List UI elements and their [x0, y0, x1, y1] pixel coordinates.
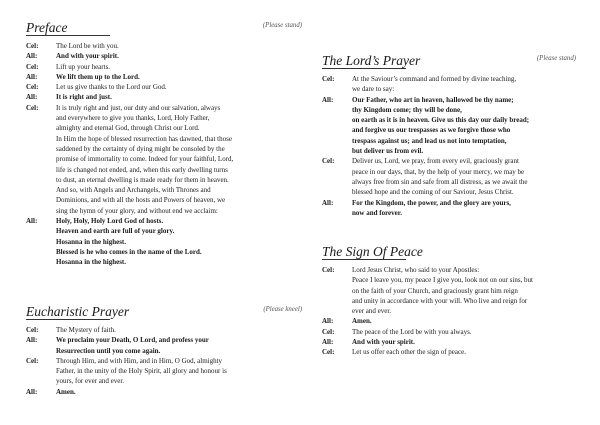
speaker-role: All:: [26, 72, 38, 81]
liturgy-line: [26, 216, 304, 226]
text-lines: [322, 74, 578, 218]
liturgy-line: [322, 177, 578, 187]
text-lines: [26, 41, 304, 268]
title-underline: [26, 35, 110, 36]
liturgy-line: [322, 105, 578, 115]
speaker-role: Cel:: [26, 326, 39, 334]
liturgy-line: [26, 237, 304, 247]
speaker-role: Cel:: [26, 356, 39, 365]
line-text: Amen.: [352, 317, 372, 326]
section-header: [322, 53, 578, 69]
title-underline: [322, 68, 406, 69]
liturgy-line: [322, 84, 578, 94]
line-text: We proclaim your Death, O Lord, and profess your: [56, 336, 209, 345]
speaker-role: Cel:: [26, 103, 39, 112]
liturgy-line: [322, 296, 578, 306]
line-text: Resurrection until you come again.: [56, 346, 161, 355]
posture-instruction: (Please stand): [262, 22, 302, 29]
line-text: and everywhere to give you thanks, Lord, Holy Father,: [56, 114, 210, 123]
speaker-role: All:: [26, 217, 38, 226]
line-text: For the Kingdom, the power, and the glory are yours,: [352, 198, 511, 207]
section-preface: [26, 20, 304, 268]
line-text: And with your spirit.: [56, 52, 119, 61]
speaker-role: Cel:: [322, 266, 335, 274]
liturgy-line: [26, 82, 304, 92]
speaker-role: All:: [26, 336, 38, 345]
line-text: always free from sin and safe from all distress, as we await the: [352, 177, 528, 186]
posture-instruction: (Please stand): [536, 55, 576, 62]
posture-instruction: (Please kneel): [263, 306, 302, 313]
line-text: Lift up your hearts.: [56, 62, 111, 71]
section-header: [26, 20, 304, 36]
liturgy-line: [26, 41, 304, 51]
liturgy-line: [322, 327, 578, 337]
liturgy-line: [26, 144, 304, 154]
liturgy-line: [322, 136, 578, 146]
speaker-role: Cel:: [322, 157, 335, 166]
section-eucharistic-prayer: [26, 304, 304, 397]
line-text: The Mystery of faith.: [56, 326, 116, 334]
liturgy-line: [322, 208, 578, 218]
liturgy-line: [26, 335, 304, 345]
line-text: We lift them up to the Lord.: [56, 72, 140, 81]
section-title: The Lord’s Prayer: [322, 53, 421, 68]
liturgy-line: [322, 74, 578, 84]
line-text: on earth as it is in heaven. Give us this day our daily bread;: [352, 116, 530, 125]
speaker-role: Cel:: [322, 75, 335, 83]
liturgy-line: [26, 51, 304, 61]
line-text: Let us give thanks to the Lord our God.: [56, 83, 167, 92]
line-text: promise of immortality to come. Indeed for your faithful, Lord,: [56, 155, 234, 164]
liturgy-line: [26, 62, 304, 72]
line-text: Peace I leave you, my peace I give you, look not on our sins, but: [352, 276, 533, 285]
line-text: Blessed is he who comes in the name of the Lord.: [56, 247, 202, 256]
line-text: Our Father, who art in heaven, hallowed be thy name;: [352, 95, 514, 104]
liturgy-line: [26, 206, 304, 216]
line-text: Heaven and earth are full of your glory.: [56, 227, 175, 236]
line-text: Hosanna in the highest.: [56, 237, 127, 246]
text-lines: [26, 325, 304, 397]
liturgy-line: [26, 226, 304, 236]
line-text: Lord Jesus Christ, who said to your Apostles:: [352, 266, 480, 274]
line-text: but deliver us from evil.: [352, 147, 424, 156]
section-title: Eucharistic Prayer: [26, 304, 130, 319]
line-text: The Lord be with you.: [56, 42, 119, 50]
line-text: Hosanna in the highest.: [56, 258, 127, 267]
speaker-role: All:: [322, 317, 334, 326]
liturgy-line: [26, 92, 304, 102]
liturgy-line: [26, 356, 304, 366]
section-title: The Sign Of Peace: [322, 244, 423, 259]
liturgy-line: [26, 175, 304, 185]
line-text: It is truly right and just, our duty and our salvation, always: [56, 103, 221, 112]
line-text: sing the hymn of your glory, and without end we acclaim:: [56, 206, 218, 215]
speaker-role: Cel:: [26, 62, 39, 71]
line-text: blessed hope and the coming of our Saviour, Jesus Christ.: [352, 188, 514, 197]
liturgy-line: [26, 154, 304, 164]
liturgy-line: [26, 134, 304, 144]
line-text: At the Saviour’s command and formed by divine teaching,: [352, 75, 517, 83]
line-text: we dare to say:: [352, 85, 395, 94]
line-text: Holy, Holy, Holy Lord God of hosts.: [56, 217, 164, 226]
section-header: [322, 244, 578, 260]
liturgy-line: [322, 146, 578, 156]
line-text: Amen.: [56, 387, 76, 396]
speaker-role: Cel:: [322, 348, 335, 357]
line-text: life is changed not ended, and, when this early dwelling turns: [56, 165, 228, 174]
liturgy-line: [322, 275, 578, 285]
title-underline: [26, 319, 110, 320]
section-title: Preface: [26, 20, 68, 35]
section-header: [26, 304, 304, 320]
speaker-role: All:: [322, 95, 334, 104]
line-text: The peace of the Lord be with you always.: [352, 327, 472, 336]
line-text: to dust, an eternal dwelling is made ready for them in heaven.: [56, 175, 229, 184]
liturgy-line: [322, 337, 578, 347]
liturgy-line: [322, 115, 578, 125]
liturgy-line: [26, 113, 304, 123]
liturgy-line: [322, 187, 578, 197]
liturgy-line: [26, 325, 304, 335]
title-underline: [322, 259, 406, 260]
speaker-role: Cel:: [26, 83, 39, 92]
liturgy-line: [322, 125, 578, 135]
liturgy-line: [26, 376, 304, 386]
liturgy-line: [322, 167, 578, 177]
section-lords-prayer: [322, 53, 578, 218]
line-text: And so, with Angels and Archangels, with Thrones and: [56, 186, 211, 195]
line-text: ever and ever.: [352, 307, 392, 316]
speaker-role: All:: [322, 338, 334, 347]
liturgy-line: [322, 95, 578, 105]
line-text: and unity in accordance with your will. Who live and reign for: [352, 296, 528, 305]
liturgy-line: [26, 123, 304, 133]
section-sign-of-peace: [322, 244, 578, 358]
line-text: Deliver us, Lord, we pray, from every evil, graciously grant: [352, 157, 519, 166]
liturgy-line: [322, 286, 578, 296]
liturgy-line: [26, 366, 304, 376]
line-text: almighty and eternal God, through Christ our Lord.: [56, 124, 200, 133]
line-text: Let us offer each other the sign of peace.: [352, 348, 466, 357]
liturgy-line: [26, 185, 304, 195]
liturgy-line: [26, 103, 304, 113]
line-text: thy Kingdom come; thy will be done,: [352, 105, 462, 114]
speaker-role: All:: [26, 387, 38, 396]
speaker-role: Cel:: [322, 327, 335, 336]
liturgy-line: [26, 195, 304, 205]
line-text: yours, for ever and ever.: [56, 377, 125, 386]
speaker-role: Cel:: [26, 42, 39, 50]
line-text: and forgive us our trespasses as we forgive those who: [352, 126, 511, 135]
liturgy-line: [322, 156, 578, 166]
liturgy-line: [26, 346, 304, 356]
liturgy-line: [26, 247, 304, 257]
liturgy-line: [26, 165, 304, 175]
liturgy-line: [322, 265, 578, 275]
line-text: trespass against us; and lead us not into temptation,: [352, 136, 507, 145]
text-lines: [322, 265, 578, 358]
liturgy-line: [26, 387, 304, 397]
line-text: Father, in the unity of the Holy Spirit, all glory and honour is: [56, 367, 227, 376]
line-text: Dominions, and with all the hosts and Powers of heaven, we: [56, 196, 226, 205]
line-text: And with your spirit.: [352, 338, 415, 347]
line-text: saddened by the certainty of dying might be consoled by the: [56, 144, 225, 153]
line-text: In Him the hope of blessed resurrection has dawned, that those: [56, 134, 232, 143]
line-text: peace in our days, that, by the help of your mercy, we may be: [352, 167, 525, 176]
speaker-role: All:: [26, 52, 38, 61]
liturgy-line: [322, 306, 578, 316]
speaker-role: All:: [26, 93, 38, 102]
liturgy-line: [26, 257, 304, 267]
line-text: on the faith of your Church, and graciously grant him reign: [352, 286, 518, 295]
liturgy-line: [322, 198, 578, 208]
line-text: It is right and just.: [56, 93, 112, 102]
line-text: now and forever.: [352, 208, 402, 217]
line-text: Through Him, and with Him, and in Him, O God, almighty: [56, 356, 223, 365]
liturgy-line: [322, 316, 578, 326]
liturgy-line: [322, 347, 578, 357]
speaker-role: All:: [322, 198, 334, 207]
liturgy-line: [26, 72, 304, 82]
